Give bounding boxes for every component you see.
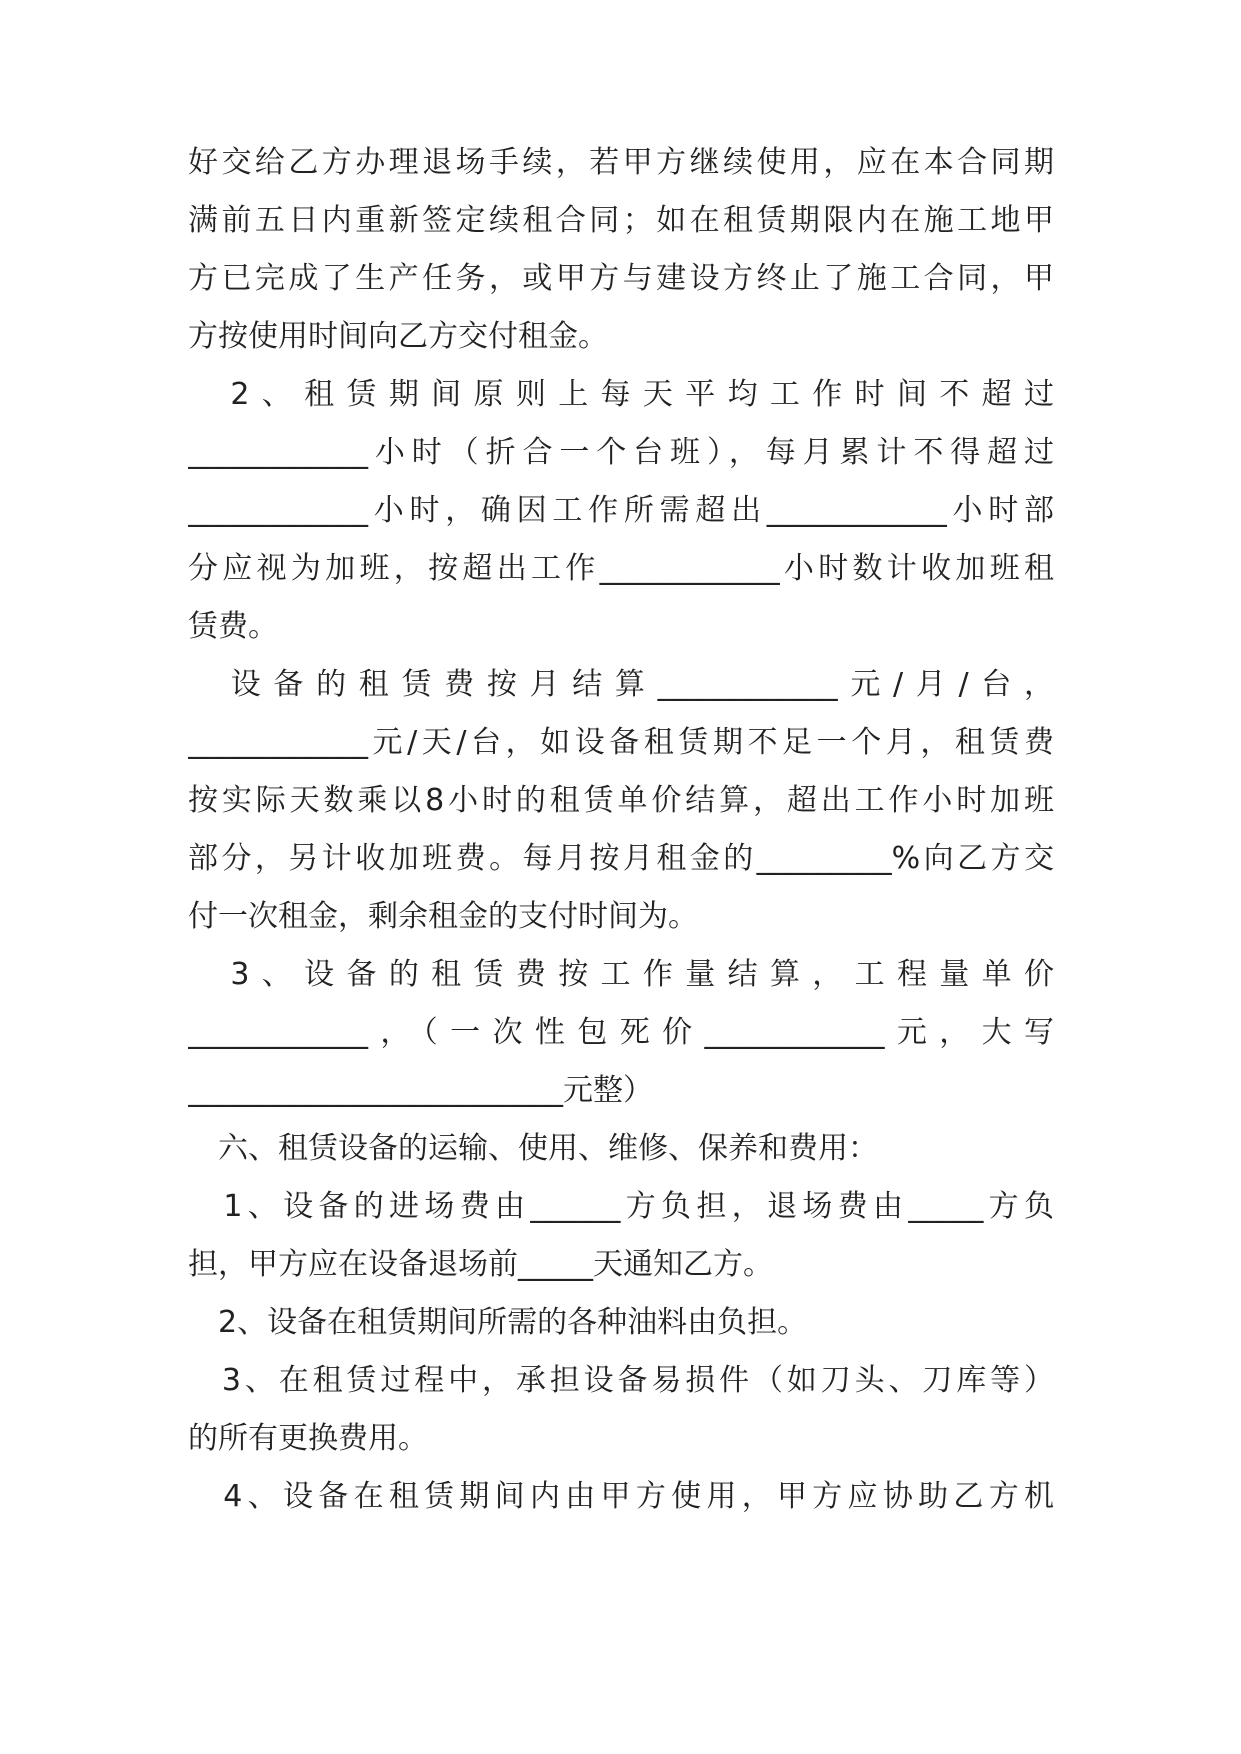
document-line: 3、设备的租赁费按工作量结算，工程量单价 [188,957,1054,992]
document-line: 2、租赁期间原则上每天平均工作时间不超过 [188,377,1054,412]
document-line: 方按使用时间向乙方交付租金。 [188,319,608,354]
document-line: 1、设备的进场费由______方负担，退场费由_____方负 [188,1189,1054,1224]
document-line: _________________________元整） [188,1073,653,1108]
document-line: 分应视为加班，按超出工作____________小时数计收加班租 [188,551,1054,586]
document-line: 按实际天数乘以8小时的租赁单价结算，超出工作小时加班 [188,783,1054,818]
document-line: 六、租赁设备的运输、使用、维修、保养和费用： [188,1131,878,1166]
document-line: 好交给乙方办理退场手续，若甲方继续使用，应在本合同期 [188,145,1054,180]
document-line: 3、在租赁过程中，承担设备易损件（如刀头、刀库等） [188,1363,1054,1398]
document-line: 部分，另计收加班费。每月按月租金的_________%向乙方交 [188,841,1054,876]
document-line: 付一次租金，剩余租金的支付时间为。 [188,899,698,934]
document-line: 方已完成了生产任务，或甲方与建设方终止了施工合同，甲 [188,261,1054,296]
document-line: ____________，（一次性包死价____________元，大写 [188,1015,1054,1050]
document-line: ____________小时（折合一个台班），每月累计不得超过 [188,435,1054,470]
document-line: 担，甲方应在设备退场前_____天通知乙方。 [188,1247,773,1282]
document-line: 2、设备在租赁期间所需的各种油料由负担。 [188,1305,808,1340]
document-line: 的所有更换费用。 [188,1421,428,1456]
document-line: 赁费。 [188,609,278,644]
document-line: ____________元/天/台，如设备租赁期不足一个月，租赁费 [188,725,1054,760]
document-line: 设备的租赁费按月结算____________元/月/台， [188,667,1054,702]
document-line: 4、设备在租赁期间内由甲方使用，甲方应协助乙方机 [188,1479,1054,1514]
document-line: ____________小时，确因工作所需超出____________小时部 [188,493,1054,528]
document-line: 满前五日内重新签定续租合同；如在租赁期限内在施工地甲 [188,203,1054,238]
